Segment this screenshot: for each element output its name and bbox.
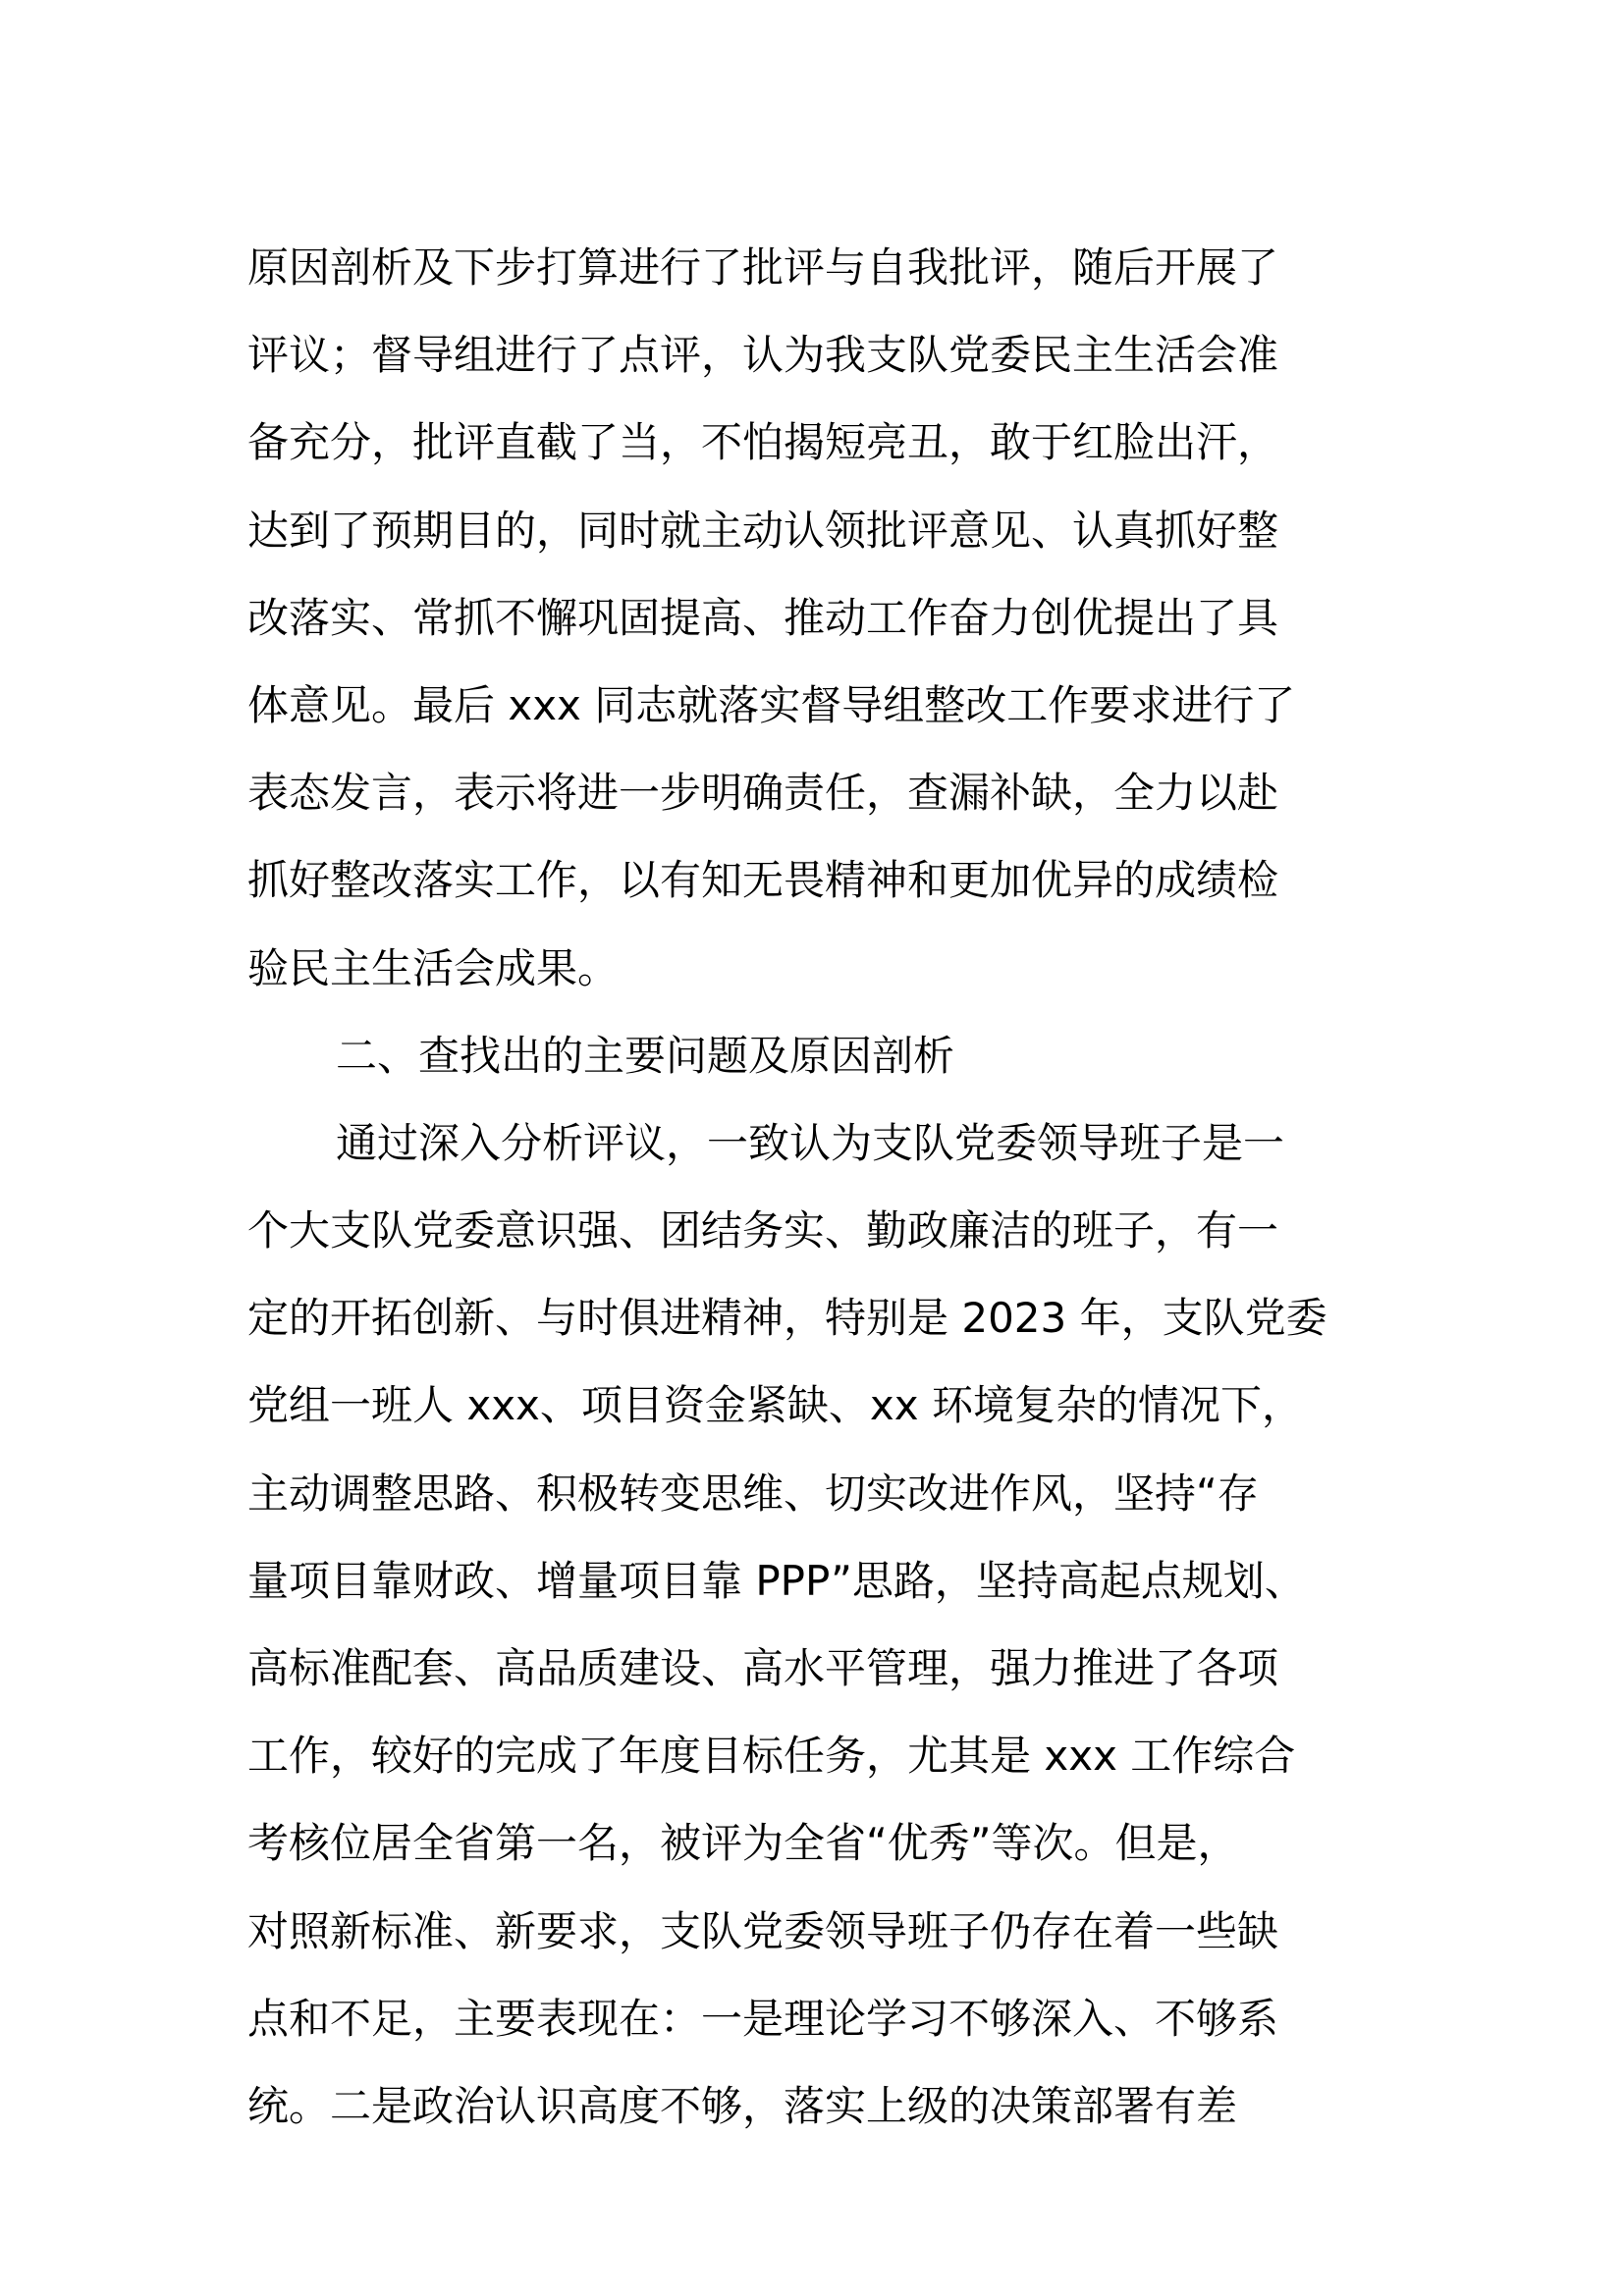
text-line-7: 表态发言，表示将进一步明确责任，查漏补缺，全力以赴 <box>247 769 1279 818</box>
text-line-15: 主动调整思路、积极转变思维、切实改进作风，坚持“存 <box>247 1468 1259 1518</box>
text-line-13: 定的开拓创新、与时俱进精神，特别是 2023 年，支队党委 <box>247 1294 1327 1343</box>
text-line-5: 改落实、常抓不懈巩固提高、推动工作奋力创优提出了具 <box>247 593 1279 642</box>
text-line-9: 验民主生活会成果。 <box>247 943 620 992</box>
text-line-1: 原因剖析及下步打算进行了批评与自我批评，随后开展了 <box>247 243 1279 292</box>
text-line-16: 量项目靠财政、增量项目靠 PPP”思路，坚持高起点规划、 <box>247 1556 1306 1605</box>
paragraph-start: 通过深入分析评议，一致认为支队党委领导班子是一 <box>336 1118 1285 1167</box>
text-line-21: 点和不足，主要表现在：一是理论学习不够深入、不够系 <box>247 1994 1279 2043</box>
text-line-3: 备充分，批评直截了当，不怕揭短亮丑，敢于红脸出汗， <box>247 418 1279 467</box>
text-line-6: 体意见。最后 xxx 同志就落实督导组整改工作要求进行了 <box>247 680 1296 729</box>
text-line-22: 统。二是政治认识高度不够，落实上级的决策部署有差 <box>247 2081 1238 2130</box>
section-heading: 二、查找出的主要问题及原因剖析 <box>336 1031 955 1080</box>
text-line-8: 抓好整改落实工作，以有知无畏精神和更加优异的成绩检 <box>247 856 1279 905</box>
text-line-19: 考核位居全省第一名，被评为全省“优秀”等次。但是， <box>247 1819 1239 1868</box>
text-line-4: 达到了预期目的，同时就主动认领批评意见、认真抓好整 <box>247 506 1279 555</box>
text-line-20: 对照新标准、新要求，支队党委领导班子仍存在着一些缺 <box>247 1906 1279 1955</box>
text-line-12: 个大支队党委意识强、团结务实、勤政廉洁的班子，有一 <box>247 1206 1279 1255</box>
text-line-2: 评议；督导组进行了点评，认为我支队党委民主生活会准 <box>247 331 1279 380</box>
document-body <box>247 224 1386 2150</box>
text-line-17: 高标准配套、高品质建设、高水平管理，强力推进了各项 <box>247 1644 1279 1692</box>
text-line-14: 党组一班人 xxx、项目资金紧缺、xx 环境复杂的情况下， <box>247 1381 1303 1430</box>
text-line-18: 工作，较好的完成了年度目标任务，尤其是 xxx 工作综合 <box>247 1732 1296 1781</box>
